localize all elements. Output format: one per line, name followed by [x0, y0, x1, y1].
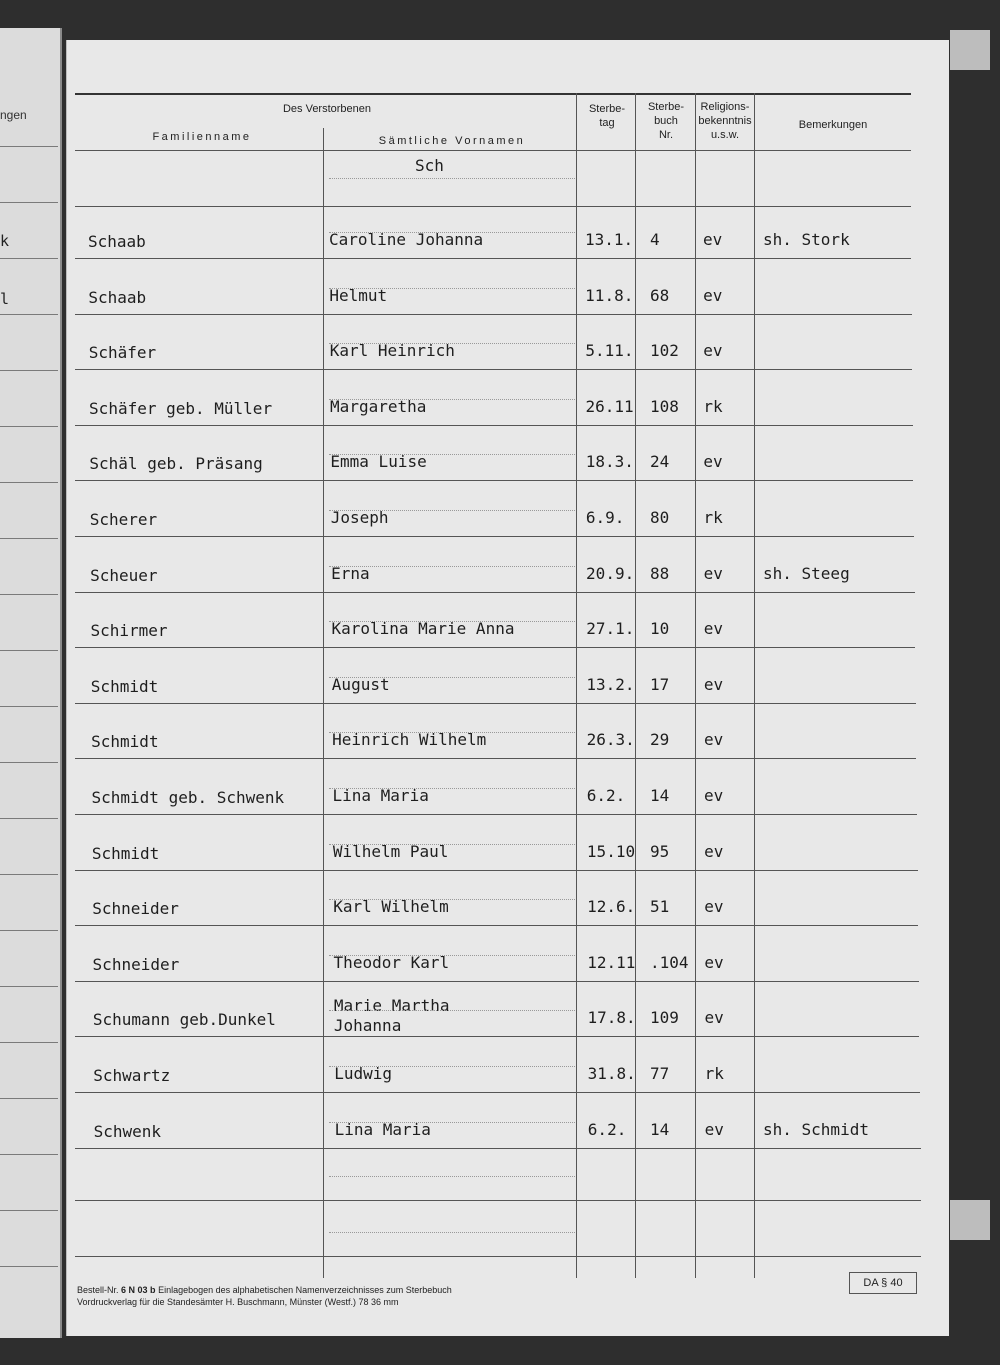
given-names-cell: Ludwig [334, 1064, 393, 1083]
remarks-cell: sh. Schmidt [763, 1119, 869, 1139]
header-religion: Religions- bekenntnis u.s.w. [698, 101, 752, 141]
dotted-guide [329, 454, 575, 455]
form-code-box: DA § 40 [849, 1272, 917, 1294]
given-names-cell: August [331, 674, 390, 694]
death-date-cell: 13.1. [585, 230, 634, 249]
header-vornamen: Sämtliche Vornamen [378, 135, 526, 147]
table-top-rule [75, 93, 911, 95]
death-date-cell: 12.6. [587, 897, 636, 917]
register-page [66, 40, 949, 1336]
row-rule [75, 258, 911, 259]
dotted-guide [329, 343, 575, 344]
dotted-guide [329, 1232, 575, 1233]
header-des-verstorbenen: Des Verstorbenen [282, 103, 372, 115]
register-number-cell: 68 [650, 285, 670, 305]
row-rule [75, 981, 919, 982]
dotted-guide [329, 621, 575, 622]
register-number-cell: 24 [650, 452, 670, 472]
religion-cell: ev [703, 563, 723, 583]
given-names-cell: Karl Wilhelm [333, 897, 449, 917]
remarks-cell: sh. Stork [763, 230, 850, 249]
register-number-cell: 14 [650, 786, 670, 805]
family-name-cell: Schmidt [90, 676, 159, 696]
binder-corner [950, 30, 990, 70]
row-rule [75, 647, 915, 648]
column-separator [754, 93, 755, 1278]
row-rule [75, 870, 918, 871]
left-page-rule [0, 370, 58, 371]
death-date-cell: 12.11 [587, 952, 636, 972]
left-page-rule [0, 1098, 58, 1099]
register-number-cell: 95 [650, 841, 670, 861]
dotted-guide [329, 732, 575, 733]
dotted-guide [329, 677, 575, 678]
register-number-cell: 102 [650, 341, 679, 361]
death-date-cell: 11.8. [585, 285, 634, 305]
given-names-cell: Emma Luise [330, 452, 427, 472]
left-page-text-fragment: k [0, 232, 10, 250]
row-rule [75, 1092, 920, 1093]
left-page-rule [0, 594, 58, 595]
family-name-cell: Schumann geb.Dunkel [92, 1010, 276, 1030]
death-date-cell: 18.3. [585, 452, 634, 472]
family-name-cell: Schirmer [90, 621, 168, 641]
row-rule [75, 480, 913, 481]
given-names-cell: Caroline Johanna [329, 230, 484, 249]
dotted-guide [329, 899, 575, 900]
register-number-cell: 77 [650, 1064, 670, 1083]
header-familienname: Familienname [152, 131, 252, 143]
register-number-cell: 108 [650, 396, 679, 416]
religion-cell: ev [703, 341, 723, 361]
death-date-cell: 15.10 [586, 841, 636, 861]
death-date-cell: 5.11. [585, 341, 634, 361]
family-name-cell: Schäfer geb. Müller [89, 398, 273, 418]
family-name-cell: Schäl geb. Präsang [89, 454, 263, 474]
register-number-cell: 10 [650, 619, 670, 639]
religion-cell: ev [703, 285, 723, 305]
given-names-cell: Marie Martha Johanna [333, 996, 450, 1036]
given-names-cell: Lina Maria [332, 786, 429, 805]
left-page-rule [0, 538, 58, 539]
left-page-rule [0, 818, 58, 819]
death-date-cell: 17.8. [587, 1008, 636, 1028]
family-name-cell: Schaab [88, 287, 147, 307]
religion-cell: ev [704, 1008, 724, 1028]
header-bottom-rule [75, 150, 911, 151]
register-number-cell: 80 [650, 508, 670, 527]
column-separator [635, 93, 636, 1278]
death-date-cell: 20.9. [586, 563, 635, 583]
row-rule [75, 703, 916, 704]
death-date-cell: 26.11 [585, 396, 634, 416]
given-names-cell: Karl Heinrich [329, 341, 455, 361]
religion-cell: rk [704, 1064, 724, 1083]
family-name-cell: Scherer [89, 510, 158, 529]
left-page [0, 28, 62, 1338]
left-page-rule [0, 762, 58, 763]
left-page-header-fragment: ngen [0, 108, 27, 122]
left-page-rule [0, 1210, 58, 1211]
given-names-cell: Heinrich Wilhelm [332, 730, 487, 750]
death-date-cell: 26.3. [586, 730, 635, 750]
dotted-guide [329, 1066, 575, 1067]
register-number-cell: 29 [650, 730, 670, 750]
death-date-cell: 6.2. [587, 1119, 627, 1139]
left-page-rule [0, 202, 58, 203]
row-rule [75, 425, 913, 426]
register-number-cell: 88 [650, 563, 670, 583]
left-page-text-fragment: l [0, 290, 10, 308]
column-separator [576, 93, 577, 1278]
row-rule [75, 536, 914, 537]
row-rule [75, 758, 916, 759]
dotted-guide [329, 844, 575, 845]
family-name-cell: Schneider [92, 954, 180, 974]
row-rule [75, 369, 912, 370]
remarks-cell: sh. Steeg [763, 563, 850, 583]
religion-cell: ev [703, 730, 724, 750]
death-date-cell: 27.1. [586, 619, 635, 639]
row-rule [75, 1148, 921, 1149]
family-name-cell: Schwenk [93, 1121, 162, 1141]
given-names-cell: Joseph [330, 508, 389, 527]
dotted-guide [329, 399, 575, 400]
dotted-guide [329, 510, 575, 511]
register-number-cell: 17 [650, 674, 670, 694]
religion-cell: rk [703, 508, 723, 527]
header-sterbetag: Sterbe- tag [588, 103, 626, 129]
given-names-cell: Wilhelm Paul [332, 841, 449, 861]
given-names-cell: Erna [331, 563, 370, 583]
register-number-cell: 4 [650, 230, 660, 249]
dotted-guide [329, 1122, 575, 1123]
death-date-cell: 13.2. [586, 674, 635, 694]
given-names-cell: Margaretha [330, 396, 427, 416]
family-name-cell: Schmidt [91, 732, 159, 752]
row-rule [75, 314, 912, 315]
religion-cell: ev [703, 452, 723, 472]
left-page-rule [0, 650, 58, 651]
row-rule [75, 814, 917, 815]
family-name-cell: Schmidt geb. Schwenk [91, 788, 285, 807]
row-rule [75, 592, 915, 593]
given-names-cell: Theodor Karl [333, 952, 450, 972]
binder-corner [950, 1200, 990, 1240]
family-name-cell: Schmidt [91, 843, 160, 863]
section-letter: Sch [415, 156, 444, 175]
death-date-cell: 31.8. [587, 1064, 636, 1083]
religion-cell: ev [703, 674, 724, 694]
death-date-cell: 6.2. [586, 786, 626, 805]
row-rule [75, 206, 911, 207]
religion-cell: ev [704, 786, 724, 805]
left-page-rule [0, 482, 58, 483]
religion-cell: rk [703, 396, 723, 416]
family-name-cell: Schneider [92, 899, 179, 919]
row-rule [75, 1036, 919, 1037]
left-page-rule [0, 874, 58, 875]
religion-cell: ev [703, 619, 723, 639]
religion-cell: ev [704, 1119, 724, 1139]
religion-cell: ev [703, 230, 723, 249]
register-number-cell: 109 [650, 1008, 679, 1028]
left-page-rule [0, 1042, 58, 1043]
religion-cell: ev [704, 897, 724, 917]
left-page-rule [0, 426, 58, 427]
left-page-rule [0, 1266, 58, 1267]
death-date-cell: 6.9. [585, 508, 625, 527]
dotted-guide [329, 232, 575, 233]
family-name-cell: Schwartz [93, 1066, 171, 1085]
row-rule [75, 1200, 921, 1201]
header-bemerkungen: Bemerkungen [798, 119, 868, 131]
left-page-rule [0, 930, 58, 931]
dotted-guide [329, 566, 575, 567]
register-number-cell: .104 [650, 952, 689, 972]
dotted-guide [329, 178, 575, 179]
given-names-cell: Lina Maria [334, 1119, 431, 1139]
given-names-cell: Helmut [329, 285, 388, 305]
dotted-guide [329, 788, 575, 789]
left-page-rule [0, 146, 58, 147]
dotted-guide [329, 1176, 575, 1177]
left-page-rule [0, 1154, 58, 1155]
family-name-cell: Schäfer [88, 343, 157, 363]
left-page-rule [0, 706, 58, 707]
given-names-cell: Karolina Marie Anna [331, 619, 515, 639]
left-page-rule [0, 314, 58, 315]
column-separator [695, 93, 696, 1278]
row-rule [75, 1256, 921, 1257]
row-rule [75, 925, 918, 926]
religion-cell: ev [704, 841, 724, 861]
family-name-cell: Schaab [88, 232, 146, 251]
left-page-rule [0, 258, 58, 259]
header-sterbebuch: Sterbe- buch Nr. [647, 101, 685, 141]
left-page-rule [0, 986, 58, 987]
form-footer: Bestell-Nr. 6 N 03 b Einlagebogen des alphabetischen Namenverzeichnisses zum Sterbebuch Vordruckverlag für die Standesämter H. Buschmann, Münster (Westf.) 78 36 mm [77, 1285, 452, 1307]
register-number-cell: 14 [650, 1119, 670, 1139]
dotted-guide [329, 1010, 575, 1011]
dotted-guide [329, 955, 575, 956]
family-name-cell: Scheuer [90, 565, 158, 585]
register-number-cell: 51 [650, 897, 670, 917]
dotted-guide [329, 288, 575, 289]
religion-cell: ev [704, 952, 724, 972]
